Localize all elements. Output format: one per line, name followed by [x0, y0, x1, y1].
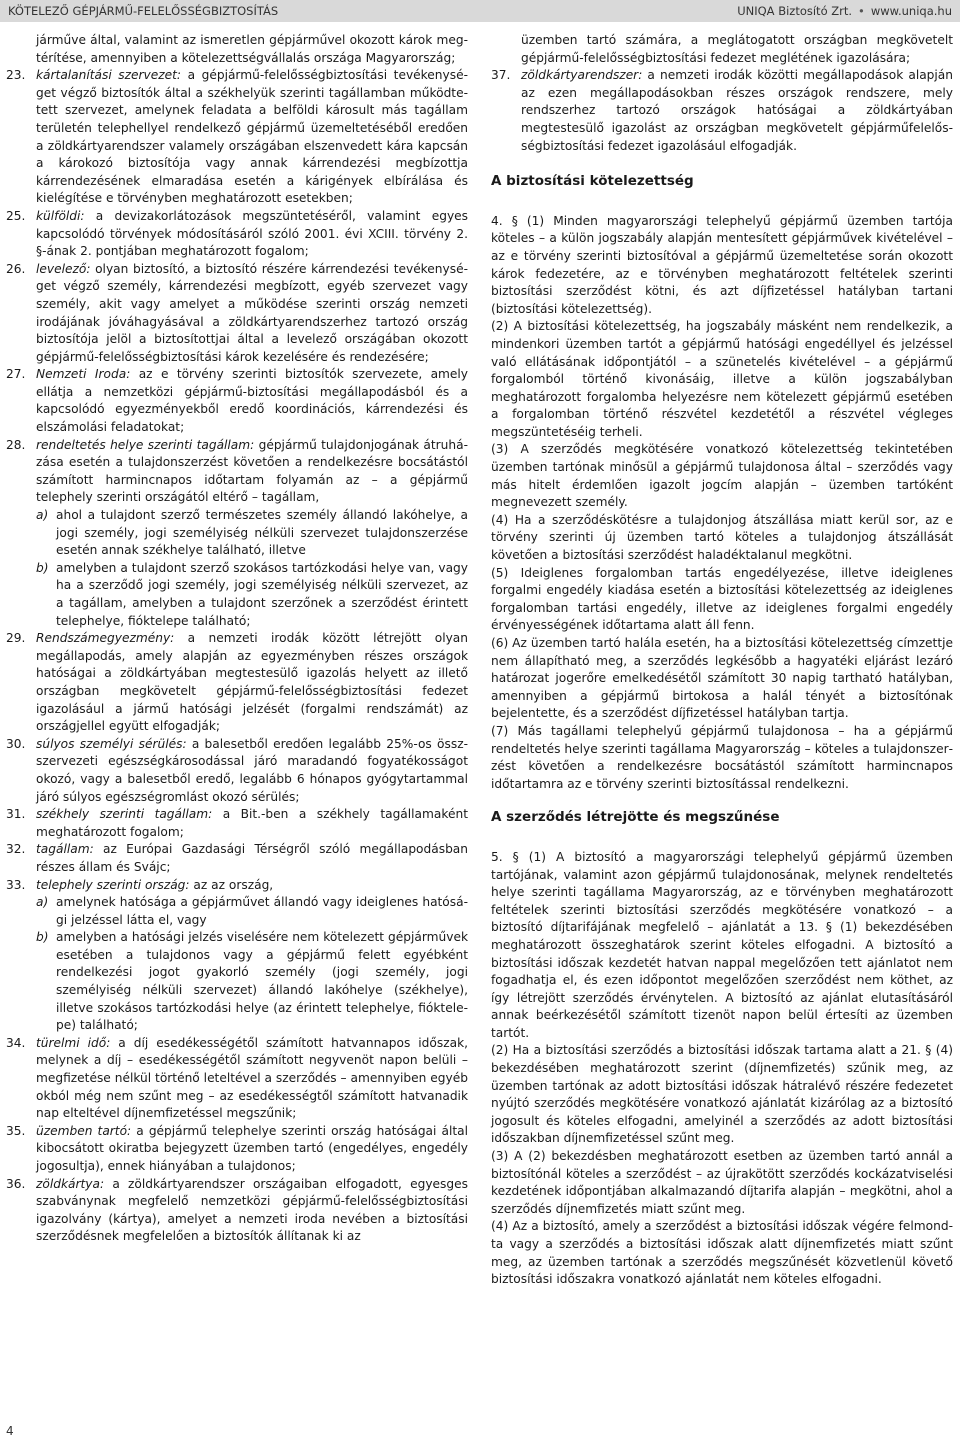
definition-item-35	[6, 1123, 468, 1176]
page-number: 4	[6, 1424, 14, 1438]
item-number: 25.	[6, 208, 26, 223]
item-text: a balesetből eredően legalább 25%-os összszervezeti egészségkárosodással járó maradandó fogyatékosságot okozó, vagy a balesetből eredő, legalább 6 hónapos gyógytartammal járó súlyos egészségromlást okozó sérülés;	[36, 736, 468, 804]
item-body	[36, 67, 468, 208]
definition-item-26	[6, 261, 468, 367]
item-paragraph	[36, 877, 468, 895]
item-body	[36, 736, 468, 806]
header-right	[737, 4, 952, 18]
paragraph-4-1: 4. § (1) Minden magyarországi telephelyű gépjármű üzemben tartója köteles – a külön jogszabály alapján mentesített gépjárművek kivételével – az e törvény szerinti biztosítóval a gépjármű üzemeltetése során okozott károk fedezetére, az e törvényben meghatározott feltételek szerinti biztosítási szerződést kötni, és azt díjfizetéssel hatályban tartani (biztosítási kötelezettség).	[491, 213, 953, 316]
item-body	[36, 806, 468, 841]
header-company: UNIQA Biztosító Zrt.	[737, 4, 853, 18]
definition-continuation: járműve által, valamint az ismeretlen gépjárművel okozott károk megtérítése, amennyiben a kötelezettségvállalás országa Magyarország;	[36, 33, 468, 65]
sub-item-b	[36, 560, 468, 630]
item-body	[36, 208, 468, 261]
sub-item-label: b)	[36, 560, 49, 575]
paragraph-4-7: (7) Más tagállami telephelyű gépjármű tulajdonosa – ha a gépjármű rendeltetés helye szerinti tagállama Magyarország – köteles a tulajdonszerzést követően a rendelkezésre bocsátástól számított harmincnapos időtartamra az e törvény szerinti biztosítással rendelkezni.	[491, 723, 953, 791]
definition-item-27	[6, 366, 468, 436]
item-number: 30.	[6, 736, 26, 751]
item-number: 29.	[6, 631, 26, 646]
item-text: a díj esedékességétől számított hatvannapos időszak, melynek a díj – esedékességétől számított negyvenöt napon belüli – megfizetése nélkül történő leteltével a szerződés – amennyiben egyéb okból még nem szűnt meg – az esedékességtől számított hatvanadik nap elteltével díjnemfizetéssel megszűnik;	[36, 1035, 468, 1121]
definition-item-25	[6, 208, 468, 261]
definition-item-34	[6, 1035, 468, 1123]
defined-term: türelmi idő:	[36, 1035, 111, 1050]
definition-item-32	[6, 841, 468, 876]
sub-item-b	[36, 929, 468, 1035]
item-number: 32.	[6, 842, 26, 857]
header-separator: •	[858, 4, 865, 18]
item-text: gépjármű tulajdonjogának átruházása esetén a tulajdonszerzést követően a rendelkezésre bocsátástól számított harmincnapos időtartam folyamán az – a gépjármű telephely szerinti országától eltérő – tagállam,	[36, 437, 468, 505]
sub-item-text: amelyben a hatósági jelzés viselésére nem kötelezett gépjárművek esetében a tulajdonos vagy a gépjármű felett egyébként rendelkezési jogot gyakorló személy (jogi személy, jogi személyiség nélküli szervezet) állandó lakóhelye (székhelye), illetve szokásos tartózkodási helye (az érintett telephelye, fióktelepe) található;	[56, 930, 468, 1033]
item-body	[36, 841, 468, 876]
item-text: a zöldkártyarendszer országaiban elfogadott, egyesges szabványnak megfelelő nemzetközi gépjármű-felelősségbiztosítási igazolvány (kártya), amelyet a nemzeti iroda nevében a biztosítási szerződésnek megfelelően a biztosítók állítanak ki az	[36, 1176, 468, 1244]
definition-item-33	[6, 877, 468, 1035]
definition-item-36	[6, 1176, 468, 1246]
definition-item-37	[491, 67, 953, 155]
sub-item-label: a)	[36, 895, 49, 910]
defined-term: telephely szerinti ország:	[36, 877, 190, 892]
page-header	[0, 0, 960, 22]
header-url-link[interactable]: www.uniqa.hu	[870, 4, 952, 18]
sub-item-label: b)	[36, 930, 49, 945]
sub-item-text: ahol a tulajdont szerző természetes személy állandó lakóhelye, a jogi személy, jogi személyiség nélküli szervezet tulajdonszerzése esetén annak székhelye található, illetve	[56, 508, 468, 558]
item-number: 26.	[6, 261, 26, 276]
defined-term: üzemben tartó:	[36, 1123, 132, 1138]
defined-term: Nemzeti Iroda:	[36, 367, 131, 382]
defined-term: külföldi:	[36, 208, 85, 223]
item-body	[36, 261, 468, 367]
defined-term: súlyos személyi sérülés:	[36, 736, 187, 751]
definition-item-23	[6, 67, 468, 208]
left-column	[6, 32, 468, 1246]
header-title: KÖTELEZŐ GÉPJÁRMŰ-FELELŐSSÉGBIZTOSÍTÁS	[8, 4, 279, 18]
item-number: 31.	[6, 807, 26, 822]
defined-term: Rendszámegyezmény:	[36, 631, 175, 646]
definition-continuation: üzemben tartó számára, a meglátogatott országban megkövetelt gépjármű-felelősségbiztosítási fedezet meglétének igazolására;	[521, 33, 953, 65]
defined-term: rendeltetés helye szerinti tagállam:	[36, 437, 255, 452]
sub-item-text: amelyben a tulajdont szerző szokásos tartózkodási helye van, vagy ha a szerződő jogi személy, jogi személyiség nélküli szervezet, az a tagállam, amelyben a tulajdont szerzőnek a szerződést érintett telephelye, fióktelepe található;	[56, 560, 468, 628]
item-text: a devizakorlátozások megszüntetéséről, valamint egyes kapcsolódó törvények módosításáról szóló 2001. évi XCIII. törvény 2. §-ának 2. pontjában meghatározott fogalom;	[36, 208, 468, 259]
item-body	[36, 1123, 468, 1176]
item-text: az Európai Gazdasági Térségről szóló megállapodásban részes állam és Svájc;	[36, 842, 468, 874]
section-heading-contract: A szerződés létrejötte és megszűnése	[491, 809, 780, 826]
item-body	[36, 1176, 468, 1246]
item-text: a gépjármű-felelősségbiztosítási tevékenységet végző biztosítók által a székhelyük szerinti tagállamban működtetett szervezet, amelynek feladata a belföldi károsult más tagállam területén telephellyel rendelkező gépjármű üzemeltetéséből eredően a zöldkártyarendszer valamely országában elszenvedett kára kapcsán a károkozó biztosítója vagy annak kárrendezési megbízottja kárrendezésének elmaradása esetén a kárigények elbírálása és kielégítése e törvényben meghatározott esetekben;	[36, 68, 468, 206]
section-heading-obligation: A biztosítási kötelezettség	[491, 173, 694, 190]
defined-term: székhely szerinti tagállam:	[36, 807, 213, 822]
defined-term: levelező:	[36, 261, 91, 276]
paragraph-5-1: 5. § (1) A biztosító a magyarországi telephelyű gépjármű üzemben tartójának, valamint azon gépjármű tulajdonosának, melynek rendeltetés helye szerinti tagállama Magyarország, az e törvényben meghatározott feltételek szerinti biztosítási szerződés megkötésére vonatkozó – a biztosító díjtarifájának megfelelő – ajánlatát a 13. § (1) bekezdésében meghatározott összeghatárok szerint köteles elfogadni. A biztosító a biztosítási időszak kezdetét hatvan nappal megelőzően tett ajánlatot nem fogadhatja el, és ezen időpontot megelőzően szerződést nem köthet, az így létrejött szerződés érvénytelen. A biztosító az ajánlat elutasításáról annak beérkezésétől számított tizenöt napon belül értesíti az üzemben tartót.	[491, 849, 953, 1040]
paragraph-4-6: (6) Az üzemben tartó halála esetén, ha a biztosítási kötelezettség címzettje nem állapítható meg, a szerződés legkésőbb a hagyatéki eljárást lezáró határozat jogerőre emelkedésétől számított 30 napig tartható hatályban, amennyiben a gépjármű birtokosa a halál tényét a biztosítónak bejelentette, és a szerződést díjfizetéssel hatályban tartja.	[491, 636, 953, 721]
sub-item-a	[36, 894, 468, 929]
paragraph-4-3: (3) A szerződés megkötésére vonatkozó kötelezettség tekintetében üzemben tartónak minősül a gépjármű tulajdonosa által – szerződés vagy más hitelt érdemlően igazolt jogcím alapján – üzemben tartóként megnevezett személy.	[491, 442, 953, 510]
item-number: 36.	[6, 1176, 26, 1191]
sub-item-label: a)	[36, 508, 49, 523]
item-text: a nemzeti irodák közötti megállapodások alapján az ezen megállapodásokban részes országok rendszere, mely rendszerhez tartozó országok hatóságai a zöldkártyában megtestesülő igazolást az országban megkövetelt gépjárműfelelősségbiztosítási fedezet igazolásául elfogadják.	[521, 68, 953, 153]
definition-item-30	[6, 736, 468, 806]
defined-term: tagállam:	[36, 842, 94, 857]
paragraph-4-5: (5) Ideiglenes forgalomban tartás engedélyezése, illetve ideiglenes forgalmi engedély kiadása esetén a biztosítási kötelezettség az ideiglenes forgalomban tartási engedély, illetve az ideiglenes forgalmi engedély érvényességének időtartama alatt áll fenn.	[491, 565, 953, 633]
item-body	[36, 366, 468, 436]
item-number: 27.	[6, 367, 26, 382]
sub-item-a	[36, 507, 468, 560]
item-text: a nemzeti irodák között létrejött olyan megállapodás, amely alapján az egyezményben részes országok hatóságai a zöldkártyában megtestesülő igazolás helyett az illető országban megkövetelt gépjármű-felelősségbiztosítási fedezet igazolásául a jármű hatósági jelzését (forgalmi rendszámát) az országjellel együtt elfogadják;	[36, 631, 468, 734]
item-number: 33.	[6, 877, 26, 892]
item-body	[36, 437, 468, 631]
defined-term: zöldkártya:	[36, 1176, 105, 1191]
sub-item-text: amelynek hatósága a gépjárművet állandó vagy ideiglenes hatósági jelzéssel látta el, vagy	[56, 895, 468, 927]
item-body	[36, 630, 468, 736]
item-body	[36, 877, 468, 1035]
item-text: olyan biztosító, a biztosító részére kárrendezési tevékenységet végző személy, kárrendezési megbízott, egyéb szervezet vagy személy, akit vagy amelyet a működése szerinti ország nemzeti irodájának jóváhagyásával a zöldkártyarendszerhez tartozó ország biztosítója jelöl a biztosítottjai által a levelező országában okozott gépjármű-felelősségbiztosítási károk kezelésére és rendezésére;	[36, 261, 468, 364]
item-number: 34.	[6, 1035, 26, 1050]
item-text: a Bit.-ben a székhely tagállamaként meghatározott fogalom;	[36, 807, 468, 839]
definition-item-31	[6, 806, 468, 841]
paragraph-4-4: (4) Ha a szerződéskötésre a tulajdonjog átszállása miatt kerül sor, az e törvény szerinti új üzemben tartó köteles a tulajdonjog átszállását követően a biztosítási szerződést haladéktalanul megkötni.	[491, 512, 953, 563]
item-text: a gépjármű telephelye szerinti ország hatóságai által kibocsátott okiratba bejegyzett üzemben tartó (engedélyes, engedély jogosultja), ennek hiányában a tulajdonos;	[36, 1123, 468, 1173]
paragraph-5-3: (3) A (2) bekezdésben meghatározott esetben az üzemben tartó annál a biztosítónál köteles a szerződést – az újrakötött szerződés kockázatviselési kezdetének időpontjában alkalmazandó díjtarifa alapján – megkötni, ahol a szerződés díjnemfizetés miatt szűnt meg.	[491, 1149, 953, 1216]
definition-item-29	[6, 630, 468, 736]
item-number: 28.	[6, 437, 26, 452]
defined-term: kártalanítási szervezet:	[36, 68, 182, 83]
definition-item-28	[6, 437, 468, 631]
paragraph-5-2: (2) Ha a biztosítási szerződés a biztosítási időszak tartama alatt a 21. § (4) bekezdésében meghatározott szerint (díjnemfizetés) szűnik meg, az üzemben tartónak az adott biztosítási időszak hátralévő részére fedezetet nyújtó szerződés megkötésére vonatkozó ajánlatát kizárólag az a biztosító jogosult és köteles elfogadni, amelyinél a szerződés az adott biztosítási időszakban díjnemfizetéssel szűnt meg.	[491, 1043, 953, 1146]
item-number: 23.	[6, 68, 26, 83]
item-body	[36, 1035, 468, 1123]
item-paragraph	[36, 437, 468, 507]
item-body	[521, 67, 953, 155]
paragraph-4-2: (2) A biztosítási kötelezettség, ha jogszabály másként nem rendelkezik, a mindenkori üzemben tartót a gépjármű hatósági engedéllyel és jelzéssel való ellátásának időpontjától – a szünetelés kivételével – a gépjármű forgalomból történő kivonásáig, illetve a külön jogszabályban meghatározott forgalomba helyezésre nem kötelezett gépjármű esetében a forgalomban történő részvétel kezdetétől a részvétel végleges megszüntetéséig terheli.	[491, 319, 953, 439]
item-text: az az ország,	[189, 877, 274, 892]
item-number: 37.	[491, 68, 511, 83]
paragraph-5-4: (4) Az a biztosító, amely a szerződést a biztosítási időszak végére felmondta vagy a szerződés a biztosítási időszak alatt díjnemfizetés miatt szűnt meg, az üzemben tartónak a szerződés megszűnését közvetlenül követő biztosítási időszakra vonatkozó ajánlatát nem köteles elfogadni.	[491, 1219, 953, 1287]
item-text: az e törvény szerinti biztosítók szervezete, amely ellátja a nemzetközi gépjármű-biztosítási megállapodásból és a kapcsolódó egyezményekből eredő koordinációs, kárrendezési és elszámolási feladatokat;	[36, 367, 469, 435]
right-column	[491, 32, 953, 1289]
item-number: 35.	[6, 1123, 26, 1138]
defined-term: zöldkártyarendszer:	[521, 68, 643, 83]
